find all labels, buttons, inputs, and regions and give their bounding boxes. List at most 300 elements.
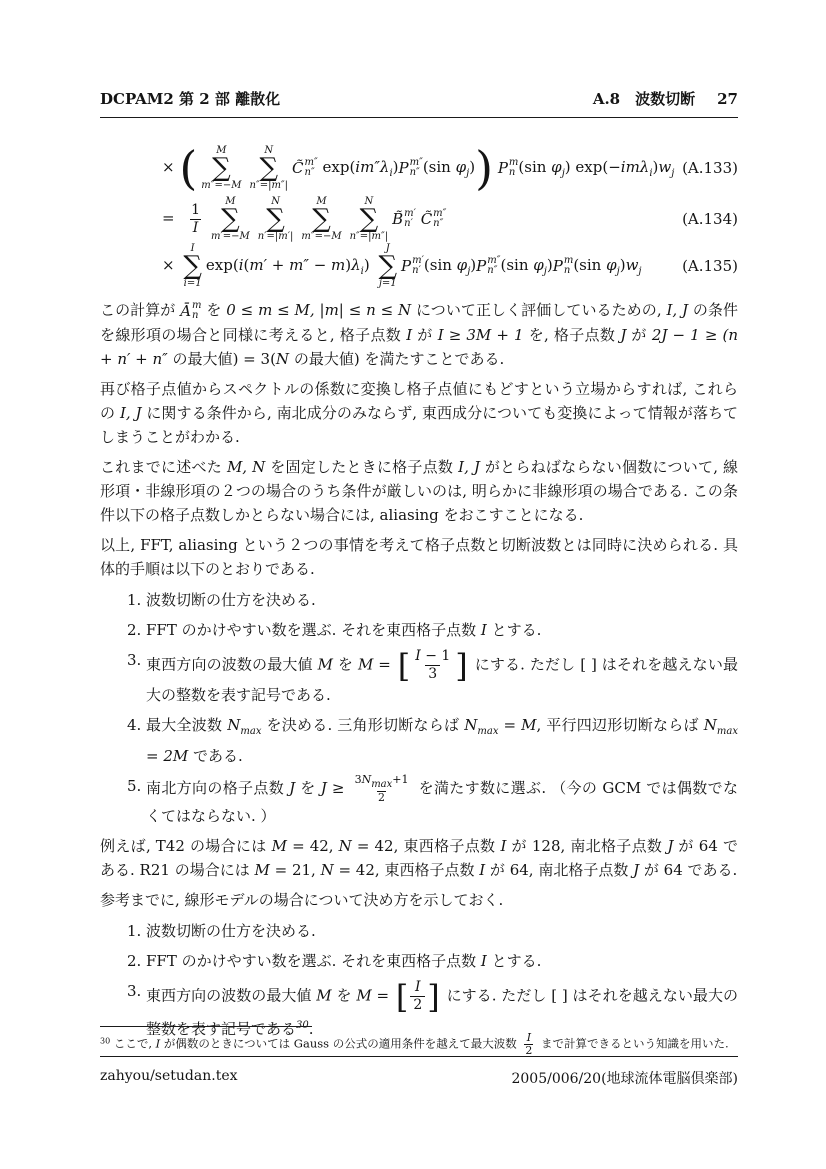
equation-group [100,140,738,290]
math-run: I [500,837,507,855]
sum-upper-limit: N [364,196,374,207]
roman-run: (sin [573,256,607,274]
text-run: の最大値 [167,350,233,368]
roman-run: T42 [155,837,185,855]
list-item-number: 2. [127,621,142,639]
subscript: n″ [304,167,315,178]
script-stack [412,256,424,276]
roman-run: ) = 3( [232,350,276,368]
math-run: M [357,655,374,674]
left-bracket: [ [397,646,411,685]
subscript: i [360,266,364,277]
page-content [100,88,738,1041]
text-run: を [201,301,227,319]
var-with-scripts [498,158,519,178]
roman-run: 2 [378,791,386,804]
roman-run: ) [546,256,553,274]
roman-run: 1 [191,201,201,218]
roman-run: 3 [428,666,438,682]
math-run: imλ [620,158,650,176]
equation-body [162,141,675,195]
subscript: max [716,726,738,737]
subscript: n [508,167,516,178]
math-variable: P [552,257,563,275]
text-run: 波数切断の仕方を決める. [146,922,316,940]
equation-number: (A.135) [682,257,738,275]
roman-run: 3 [354,773,362,786]
math-run: I, J [666,301,688,319]
fraction-body [524,1032,533,1057]
roman-run: = 42, [286,837,339,855]
math-run: M, N [226,458,266,476]
text-run: である. [188,747,243,765]
text-run: に関する条件から, 南北成分のみならず, 東西成分についても変換によって情報が落ちてしまうことがわかる. [100,404,738,446]
sum-lower-limit: m″=−M [201,180,242,191]
text-run: の公式の適用条件を越えて最大波数 [329,1036,521,1051]
math-run: N [338,837,352,855]
list-item-body [146,648,738,707]
paragraph [100,888,738,912]
superscript: 30 [100,1036,111,1046]
math-run: I, J [458,458,480,476]
math-run: I [415,979,421,995]
text-run: の場合には [169,861,255,879]
script-stack [487,256,500,276]
math-run: M [521,716,537,734]
text-run: はそれを越えない最大の整数を表す記号である. [146,655,738,704]
roman-run: = [146,747,164,765]
text-run: はそれを越えない最大の整数を [146,986,738,1038]
math-run: M [254,861,270,879]
roman-run: exp( [317,158,356,176]
list-item-number: 5. [127,777,142,795]
text-run: 参考までに, 線形モデルの場合について決め方を示しておく. [100,891,504,909]
numerator [188,202,203,219]
sigma-icon: ∑ [221,204,240,234]
text-run: , 平行四辺形切断ならば [536,716,704,734]
denominator [410,996,425,1014]
sum-upper-limit: M [316,196,327,207]
math-run: m′ + m″ − m [249,256,346,274]
paragraph [100,298,738,371]
text-run: の最大値 [289,350,354,368]
math-run: 2J − 1 ≥ (n + n′ + n″ [100,326,738,368]
subscript: n [563,265,571,276]
text-run: が [412,326,438,344]
text-run: . [308,1020,314,1038]
text-run: が 128, 南北格子点数 [506,837,668,855]
text-run: では偶数でなくてはならない. ） [146,779,738,825]
roman-run: (sin [423,256,457,274]
text-run: まで計算できるという知識を用いた. [537,1036,729,1051]
text-run: という２つの事情を考えて格子点数と切断波数とは同時に決められる. 具体的手順は以下のとおりである. [100,536,738,578]
text-run: の条件を線形項の場合と同様に考えると, 格子点数 [100,301,738,344]
roman-run: ) exp(− [564,158,621,176]
sum-lower-limit: j=1 [378,278,397,289]
equation-A134 [100,196,738,242]
math-run: M [317,655,333,674]
text-run: 波数切断の仕方を決める. [146,591,316,609]
roman-run: (sin [500,256,534,274]
summation [378,243,397,289]
fraction [522,1032,535,1057]
math-run: M [316,986,332,1005]
header-section-title: A.8 波数切断 [592,90,696,108]
var-with-scripts [399,158,423,178]
roman-run: = 21, [269,861,321,879]
math-run: I [480,621,487,639]
script-stack [564,256,573,276]
text-run: この計算が [100,301,181,319]
fraction [396,979,440,1014]
roman-run: = [373,655,396,674]
text-run: がとらねばならない個数について, 線形項・非線形項の２つの場合のうち条件が厳しいのは, 明らかに非線形項の場合である. この条件以下の格子点数しかとらない場合には, [100,458,738,524]
text-run: のかけやすい数を選ぶ. それを東西格子点数 [176,621,481,639]
math-run: i [238,256,244,274]
math-run: I [415,648,421,664]
subscript: j [638,266,642,277]
text-run: が 64 である. [639,861,738,879]
header-page-number: 27 [717,90,738,108]
summation [258,196,294,242]
numerator [412,648,453,665]
roman-run: ( [243,256,250,274]
list-item [100,774,738,828]
sigma-icon: ∑ [259,153,279,183]
text-run: にする. ただし [441,986,552,1005]
equation-body [162,243,642,289]
math-run: λ [351,256,361,274]
list-item [100,648,738,707]
text-run: 東西方向の波数の最大値 [146,655,318,674]
subscript: n″ [409,167,420,178]
roman-run: − 1 [420,648,451,664]
roman-run: ) [652,158,659,176]
list-item [100,713,738,768]
header-running-title: DCPAM2 第 2 部 離散化 [100,90,281,108]
footnote-area [100,1026,738,1057]
paragraph [100,455,738,527]
math-run: I [192,219,199,236]
math-run: J [633,861,640,879]
roman-run: (sin [518,158,552,176]
sigma-icon: ∑ [359,204,379,234]
footnote-separator-rule [100,1026,312,1027]
roman-run: × [162,256,180,274]
text-run: 例えば, [100,837,156,855]
summation [301,196,341,242]
paragraph [100,834,738,882]
paragraph [100,377,738,449]
denominator [190,219,202,237]
roman-run: GCM [602,779,642,797]
roman-run: [ ] [580,655,597,674]
math-run: N [227,716,241,734]
roman-run: = [162,209,185,227]
equation-body [162,196,446,242]
sum-lower-limit: m″=−M [301,231,342,242]
script-stack [404,209,416,229]
roman-run: FFT [146,952,177,970]
math-variable: C̃ [420,210,433,228]
sum-upper-limit: N [264,145,274,156]
equation-A133 [100,140,738,196]
text-run: , 東西格子点数 [374,861,480,879]
text-run: 最大全波数 [146,716,228,734]
sum-upper-limit: N [271,196,280,207]
math-run: I ≥ 3M + 1 [437,326,524,344]
sum-lower-limit: n″=|m″| [249,180,289,191]
roman-run: FFT, aliasing [140,536,238,554]
subscript: j [467,266,471,277]
roman-run: ) [619,256,626,274]
math-variable: P [398,159,409,177]
list-item-number: 1. [127,922,142,940]
list-item-number: 3. [127,982,142,1000]
footer-date-credit: 2005/006/20(地球流体電脳倶楽部) [511,1071,738,1087]
text-run: を [331,986,357,1005]
footer-source-file: zahyou/setudan.tex [100,1068,238,1084]
math-run: I [406,326,413,344]
subscript: n″ [487,265,498,276]
roman-run: ≥ [326,779,350,797]
math-variable: C̃ [292,159,304,177]
roman-run: ) [363,256,375,274]
sigma-icon: ∑ [183,251,202,281]
var-with-scripts [180,299,201,323]
text-run: を [332,655,358,674]
var-with-scripts [421,209,447,229]
math-run: φ [551,158,562,176]
fraction [398,648,468,683]
subscript: i [389,168,393,179]
var-with-scripts [476,256,500,276]
page-header [100,88,738,118]
fraction-body [412,648,453,683]
var-with-scripts [401,256,424,276]
paren: ( [179,141,198,195]
right-bracket: ] [427,977,440,1016]
text-run: とする. [486,621,542,639]
text-run: を固定したときに格子点数 [265,458,459,476]
sum-lower-limit: i=1 [183,278,202,289]
roman-run: [ ] [551,986,568,1005]
roman-run: FFT [146,621,177,639]
math-run: φ [455,158,467,176]
math-run: 2M [163,747,189,765]
denominator [377,791,386,804]
math-run: J [667,837,674,855]
text-run: 南北方向の格子点数 [146,779,290,797]
subscript: j [671,168,675,179]
roman-run: Gauss [293,1036,330,1051]
subscript: n′ [404,218,413,229]
superscript: m″ [304,157,318,168]
list-item [100,618,738,642]
sum-upper-limit: M [225,196,236,207]
superscript: m′ [404,208,416,219]
math-variable: P [401,257,412,275]
text-run: 以上, [100,536,141,554]
math-run: N [275,350,290,368]
sigma-icon: ∑ [312,204,331,234]
sum-lower-limit: n′=|m′| [257,231,294,242]
math-run: N [464,716,478,734]
numerator [526,1032,532,1044]
math-run: I [155,1036,161,1051]
superscript: m [508,157,519,168]
var-with-scripts [292,158,318,178]
fraction-body [410,979,425,1014]
math-run: N [361,773,372,786]
math-run: im″λ [355,158,390,176]
superscript: m″ [409,157,423,168]
text-run: を [295,779,321,797]
script-stack [305,158,318,178]
roman-run: aliasing [379,506,439,524]
text-run: 東西方向の波数の最大値 [146,986,317,1005]
paragraph [100,533,738,581]
math-run: M [356,986,372,1005]
math-run: J [320,779,327,797]
roman-run: 2 [413,997,423,1013]
math-run: φ [606,256,617,274]
roman-run: = 42 [333,861,375,879]
text-run: 表す記号である [191,1020,297,1038]
sum-upper-limit: I [190,243,195,254]
paren: ) [475,141,494,195]
subscript: n″ [433,218,444,229]
equation-A135 [100,242,738,290]
script-stack [509,158,518,178]
text-run: とする. [486,952,542,970]
superscript: 30 [296,1020,309,1031]
roman-run: = [498,716,522,734]
subscript: max [371,779,393,790]
sigma-icon: ∑ [378,251,398,281]
superscript: m″ [433,208,447,219]
subscript: n′ [412,265,421,276]
sum-upper-limit: J [385,243,390,254]
script-stack [192,301,201,321]
text-run: の場合には [184,837,272,855]
list-item [100,588,738,612]
roman-run: (sin [422,158,456,176]
list-item [100,919,738,943]
roman-run: = [371,986,394,1005]
roman-run: 2 [525,1044,533,1057]
summation [211,196,250,242]
list-item-number: 2. [127,952,142,970]
equation-number: (A.134) [682,210,738,228]
list-item-number: 3. [127,651,142,669]
right-bracket: ] [455,646,468,685]
ordered-list [100,588,738,828]
list-item-body [146,919,738,943]
text-run: のかけやすい数を選ぶ. それを東西格子点数 [176,952,481,970]
superscript: m [192,300,202,311]
math-run: N [320,861,334,879]
roman-run: ) [392,158,399,176]
text-run: を決める. 三角形切断ならば [261,716,465,734]
math-run: φ [456,256,468,274]
sum-upper-limit: M [216,145,227,156]
math-run: I [479,861,486,879]
math-variable: Ā [180,302,192,320]
fraction-body [354,774,410,804]
list-item-body [146,774,738,828]
roman-run: ) [469,158,476,176]
list-item-body [146,588,738,612]
fraction [186,202,205,237]
roman-run: R21 [139,861,170,879]
text-run: ここで, [110,1036,156,1051]
list-item-body [146,618,738,642]
fraction-body [188,202,203,237]
text-run: が 64, 南北格子点数 [485,861,634,879]
roman-run: × [162,158,180,176]
list-item-body [146,713,738,768]
subscript: i [649,168,653,179]
text-run: を, 格子点数 [523,326,621,344]
subscript: j [466,168,470,179]
superscript: m″ [487,255,501,266]
math-run: 0 ≤ m ≤ M, |m| ≤ n ≤ N [226,301,412,319]
text-run: にする. ただし [469,655,581,674]
fraction [352,774,412,804]
list-item-number: 4. [127,716,142,734]
roman-run: ) [345,256,352,274]
superscript: m′ [412,255,424,266]
subscript: j [616,266,620,277]
sigma-icon: ∑ [212,153,231,183]
math-run: w [625,256,639,274]
math-variable: P [497,159,508,177]
math-run: I [526,1031,532,1044]
equation-number: (A.133) [682,159,738,177]
header-right [593,88,738,109]
text-run: これまでに述べた [100,458,227,476]
text-run: が 64 である. [100,837,738,879]
text-run: を満たすことである. [359,350,505,368]
summation [201,145,241,191]
math-run: I, J [119,404,142,422]
subscript: max [240,726,262,737]
summation [250,145,289,191]
math-variable: B̃ [392,210,404,228]
left-bracket: [ [395,977,409,1016]
roman-run: = 42 [351,837,394,855]
list-item [100,949,738,973]
text-run: をおこすことになる. [438,506,584,524]
summation [350,196,389,242]
subscript: n [192,310,199,321]
text-run: 再び格子点値からスペクトルの係数に変換し格子点値にもどすという立場からすれば, これらの [100,380,738,422]
math-run: J [289,779,296,797]
var-with-scripts [392,209,416,229]
math-variable: P [476,257,487,275]
text-run: が偶数のときについては [160,1036,294,1051]
superscript: m [563,255,574,266]
numerator [412,979,424,996]
numerator [354,774,410,791]
text-run: , 東西格子点数 [393,837,501,855]
sum-lower-limit: m′=−M [211,231,250,242]
math-run: M [271,837,287,855]
page-footer [100,1056,738,1088]
math-run: w [658,158,672,176]
var-with-scripts [553,256,574,276]
